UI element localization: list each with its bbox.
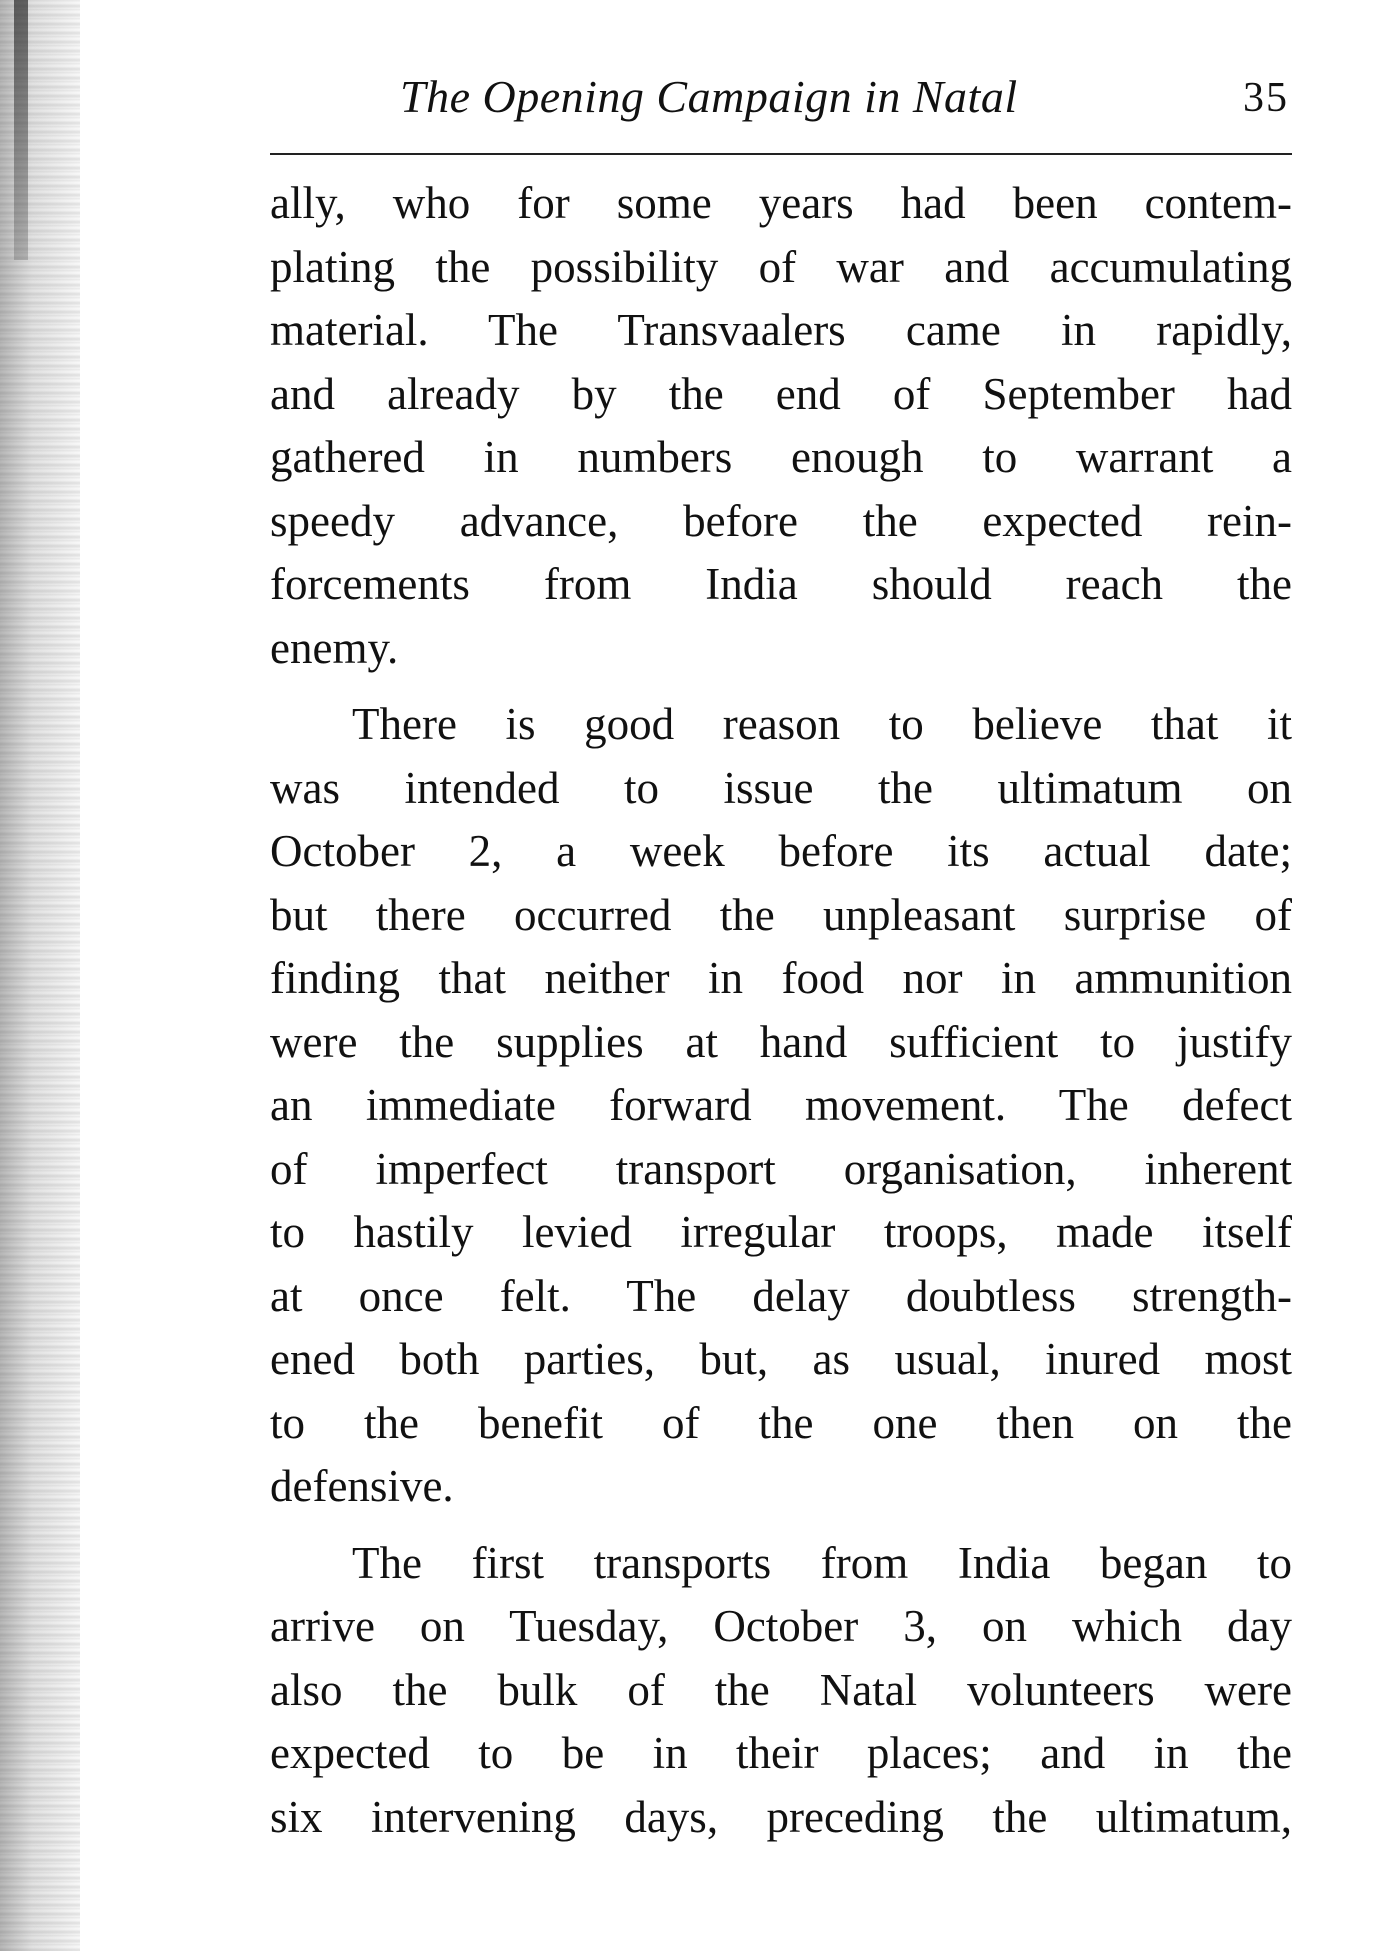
paragraph-1 xyxy=(270,172,1292,680)
text-line: arrive on Tuesday, October 3, on which day xyxy=(270,1601,1292,1651)
running-head xyxy=(270,68,1292,130)
page-number: 35 xyxy=(1243,75,1289,121)
text-line: finding that neither in food nor in ammunition xyxy=(270,953,1292,1003)
binding-edge xyxy=(14,0,28,260)
text-line: of imperfect transport organisation, inherent xyxy=(270,1143,1292,1194)
text-line: at once felt. The delay doubtless strength- xyxy=(270,1270,1292,1321)
text-line: an immediate forward movement. The defect xyxy=(270,1080,1292,1130)
text-line: forcements from India should reach the xyxy=(270,559,1292,609)
paragraph-3 xyxy=(270,1532,1292,1850)
paragraph-2 xyxy=(270,693,1292,1519)
body-text xyxy=(270,172,1292,1849)
text-line: October 2, a week before its actual date; xyxy=(270,826,1292,876)
header-rule xyxy=(270,153,1292,155)
text-line: six intervening days, preceding the ultimatum, xyxy=(270,1791,1292,1842)
text-line: to the benefit of the one then on the xyxy=(270,1397,1292,1448)
text-line: defensive. xyxy=(270,1461,454,1511)
text-line: expected to be in their places; and in the xyxy=(270,1728,1292,1778)
page-gutter-shadow xyxy=(0,0,80,1951)
text-line: plating the possibility of war and accumulating xyxy=(270,241,1292,292)
text-line: was intended to issue the ultimatum on xyxy=(270,762,1292,813)
text-line: enemy. xyxy=(270,622,399,673)
text-line: ened both parties, but, as usual, inured most xyxy=(270,1334,1292,1384)
text-line: speedy advance, before the expected rein- xyxy=(270,495,1292,546)
text-line: material. The Transvaalers came in rapidly, xyxy=(270,305,1292,355)
text-line: were the supplies at hand sufficient to justify xyxy=(270,1016,1292,1067)
text-line: and already by the end of September had xyxy=(270,368,1292,419)
text-line: gathered in numbers enough to warrant a xyxy=(270,432,1292,482)
text-line: but there occurred the unpleasant surprise of xyxy=(270,889,1292,940)
running-head-title: The Opening Campaign in Natal xyxy=(400,71,1018,122)
text-line: to hastily levied irregular troops, made itself xyxy=(270,1207,1292,1257)
text-line: There is good reason to believe that it xyxy=(352,699,1292,749)
text-line: ally, who for some years had been contem- xyxy=(270,178,1292,228)
text-line: The first transports from India began to xyxy=(352,1537,1292,1588)
text-line: also the bulk of the Natal volunteers were xyxy=(270,1664,1292,1715)
